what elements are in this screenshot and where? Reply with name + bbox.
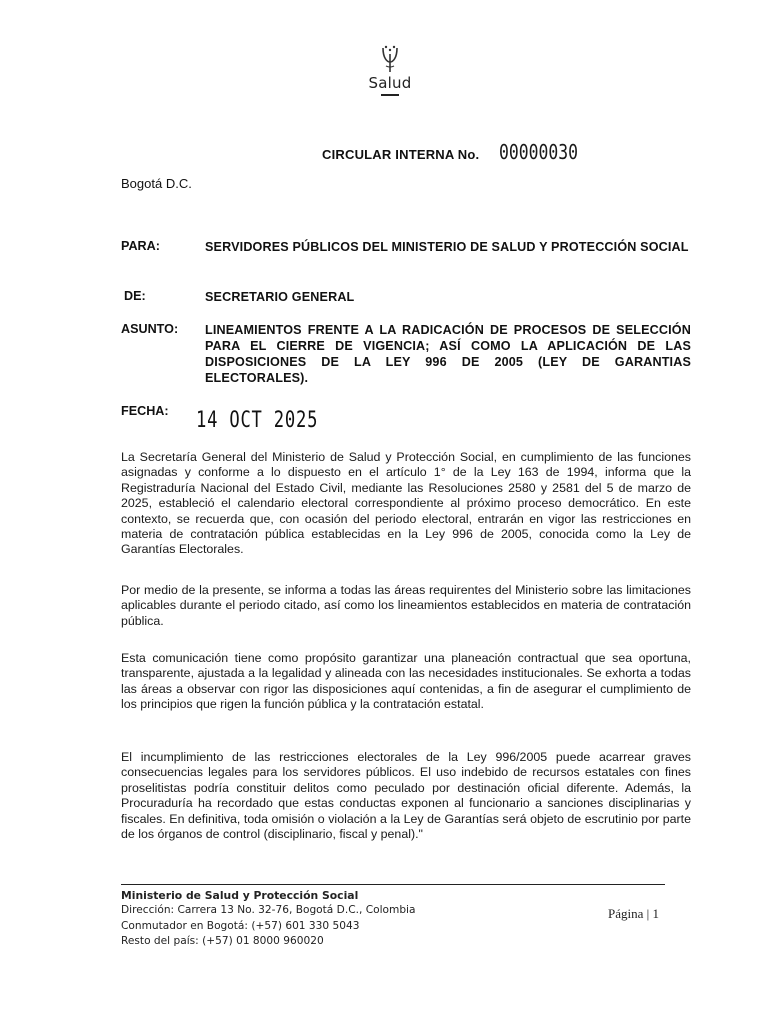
city-line: Bogotá D.C. <box>121 176 192 191</box>
footer-org: Ministerio de Salud y Protección Social <box>121 889 359 902</box>
fecha-stamp: 14 OCT 2025 <box>196 408 319 433</box>
asunto-field <box>121 322 691 386</box>
circular-number: 00000030 <box>499 140 579 164</box>
asunto-value: LINEAMIENTOS FRENTE A LA RADICACIÓN DE PROCESOS DE SELECCIÓN PARA EL CIERRE DE VIGENCIA; ASÍ COMO LA APLICACIÓN DE LAS DISPOSICIONES DE LA LEY 996 DE 2005 (LEY DE GARANTIAS ELECTORALES). <box>205 323 691 385</box>
de-field <box>121 289 691 305</box>
circular-label: CIRCULAR INTERNA No. <box>322 147 480 162</box>
body-paragraph-2: Por medio de la presente, se informa a todas las áreas requirentes del Ministerio sobre las limitaciones aplicables durante el periodo citado, así como los lineamientos establecidos en materia de contratación pública. <box>121 583 691 628</box>
de-label: DE: <box>124 289 146 303</box>
circular-heading <box>322 140 596 164</box>
footer-contact <box>121 888 415 950</box>
footer-address: Dirección: Carrera 13 No. 32-76, Bogotá D.C., Colombia <box>121 904 416 917</box>
footer-phone-bogota: Conmutador en Bogotá: (+57) 601 330 5043 <box>121 919 360 932</box>
de-value: SECRETARIO GENERAL <box>205 290 355 304</box>
ministry-logo <box>360 44 420 96</box>
body-paragraph-4: El incumplimiento de las restricciones electorales de la Ley 996/2005 puede acarrear graves consecuencias legales para los servidores públicos. El uso indebido de recursos estatales con fines proselitistas podría constituir delitos como peculado por destinación oficial diferente. Además, la Procuraduría ha recordado que estas conductas exponen al funcionario a sanciones disciplinarias y fiscales. En definitiva, toda omisión o violación a la Ley de Garantías será objeto de escrutinio por parte de los órganos de control (disciplinario, fiscal y penal)." <box>121 750 691 842</box>
asunto-label: ASUNTO: <box>121 322 179 336</box>
body-paragraph-3: Esta comunicación tiene como propósito garantizar una planeación contractual que sea oportuna, transparente, ajustada a la legalidad y alineada con las necesidades institucionales. Se exhorta a todas las áreas a observar con rigor las disposiciones aquí contenidas, a fin de asegurar el cumplimiento de los principios que rigen la función pública y la contratación estatal. <box>121 651 691 712</box>
logo-text: Salud <box>368 74 412 92</box>
logo-underline <box>381 94 399 96</box>
footer-divider <box>121 884 665 885</box>
para-label: PARA: <box>121 239 160 253</box>
para-field <box>121 239 691 255</box>
salud-emblem-icon <box>377 44 403 74</box>
para-value: SERVIDORES PÚBLICOS DEL MINISTERIO DE SALUD Y PROTECCIÓN SOCIAL <box>205 240 689 254</box>
page-number: Página | 1 <box>608 906 659 921</box>
body-paragraph-1: La Secretaría General del Ministerio de Salud y Protección Social, en cumplimiento de las funciones asignadas y conforme a lo dispuesto en el artículo 1° de la Ley 163 de 1994, informa que la Registraduría Nacional del Estado Civil, mediante las Resoluciones 2580 y 2581 del 5 de marzo de 2025, estableció el calendario electoral correspondiente al próximo proceso democrático. En este contexto, se recuerda que, con ocasión del periodo electoral, entrarán en vigor las restricciones en materia de contratación pública establecidas en la Ley 996 de 2005, conocida como la Ley de Garantías Electorales. <box>121 450 691 557</box>
fecha-label: FECHA: <box>121 404 169 418</box>
footer-phone-rest: Resto del país: (+57) 01 8000 960020 <box>121 935 324 948</box>
